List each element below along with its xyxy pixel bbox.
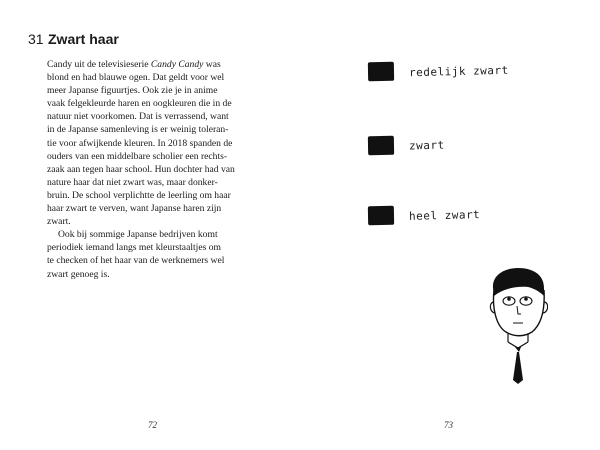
text-segment: in de Japanse samenleving is er weinig toleran- bbox=[47, 124, 229, 136]
swatch-row-zwart bbox=[368, 134, 445, 156]
chapter-heading bbox=[28, 31, 119, 51]
right-page bbox=[300, 0, 600, 450]
text-segment: zwart. bbox=[47, 216, 71, 228]
text-line bbox=[47, 228, 277, 241]
swatch-row-heel-zwart bbox=[368, 204, 480, 226]
text-segment: was bbox=[203, 59, 221, 70]
text-segment: blond en had blauwe ogen. Dat geldt voor wel bbox=[47, 72, 225, 84]
swatch-label: heel zwart bbox=[408, 207, 481, 223]
color-swatch bbox=[368, 61, 394, 80]
text-line bbox=[47, 71, 277, 84]
text-segment: Candy uit de televisieserie bbox=[47, 59, 151, 70]
text-line bbox=[47, 84, 277, 97]
text-segment: vaak felgekleurde haren en oogkleuren die in de bbox=[47, 98, 232, 110]
chapter-title: Zwart haar bbox=[48, 31, 119, 47]
text-segment: zwart genoeg is. bbox=[47, 268, 110, 280]
text-segment: tie voor afwijkende kleuren. In 2018 spanden de bbox=[47, 137, 233, 149]
text-line bbox=[47, 58, 277, 71]
text-segment: zaak aan tegen haar school. Hun dochter had van bbox=[47, 163, 235, 175]
text-line bbox=[47, 137, 277, 150]
text-segment: ouders van een middelbare scholier een rechts- bbox=[47, 150, 228, 162]
body-text bbox=[47, 58, 277, 281]
swatch-label: redelijk zwart bbox=[408, 63, 509, 79]
swatch-row-redelijk-zwart bbox=[368, 60, 509, 82]
text-line bbox=[47, 110, 277, 123]
italic-title: Candy Candy bbox=[150, 59, 204, 70]
text-line bbox=[47, 163, 277, 176]
text-segment: bruin. De school verplichtte de leerling om haar bbox=[47, 189, 231, 201]
text-line bbox=[47, 241, 277, 254]
chapter-number: 31 bbox=[28, 31, 44, 47]
text-line bbox=[47, 268, 277, 281]
text-line bbox=[47, 202, 277, 215]
text-segment: nature haar dat niet zwart was, maar donker- bbox=[47, 176, 218, 188]
text-line bbox=[47, 176, 277, 189]
man-with-black-hair-and-tie-icon bbox=[488, 268, 548, 384]
text-line bbox=[47, 254, 277, 267]
page-number-left: 72 bbox=[148, 420, 157, 430]
text-line bbox=[47, 215, 277, 228]
text-segment: te checken of het haar van de werknemers wel bbox=[47, 255, 225, 267]
text-line bbox=[47, 150, 277, 163]
text-line bbox=[47, 97, 277, 110]
text-segment: periodiek iemand langs met kleurstaaltjes om bbox=[47, 242, 221, 254]
text-segment: haar zwart te verven, want Japanse haren zijn bbox=[47, 203, 222, 215]
page-number-right: 73 bbox=[444, 420, 453, 430]
text-segment: meer Japanse figuurtjes. Ook zie je in anime bbox=[47, 85, 218, 97]
text-line bbox=[47, 123, 277, 136]
text-segment: Ook bij sommige Japanse bedrijven komt bbox=[58, 229, 218, 241]
color-swatch bbox=[368, 135, 394, 154]
text-line bbox=[47, 189, 277, 202]
color-swatch bbox=[368, 205, 394, 224]
swatch-label: zwart bbox=[408, 138, 445, 152]
text-segment: natuur niet voorkomen. Dat is verrassend, want bbox=[47, 111, 229, 123]
